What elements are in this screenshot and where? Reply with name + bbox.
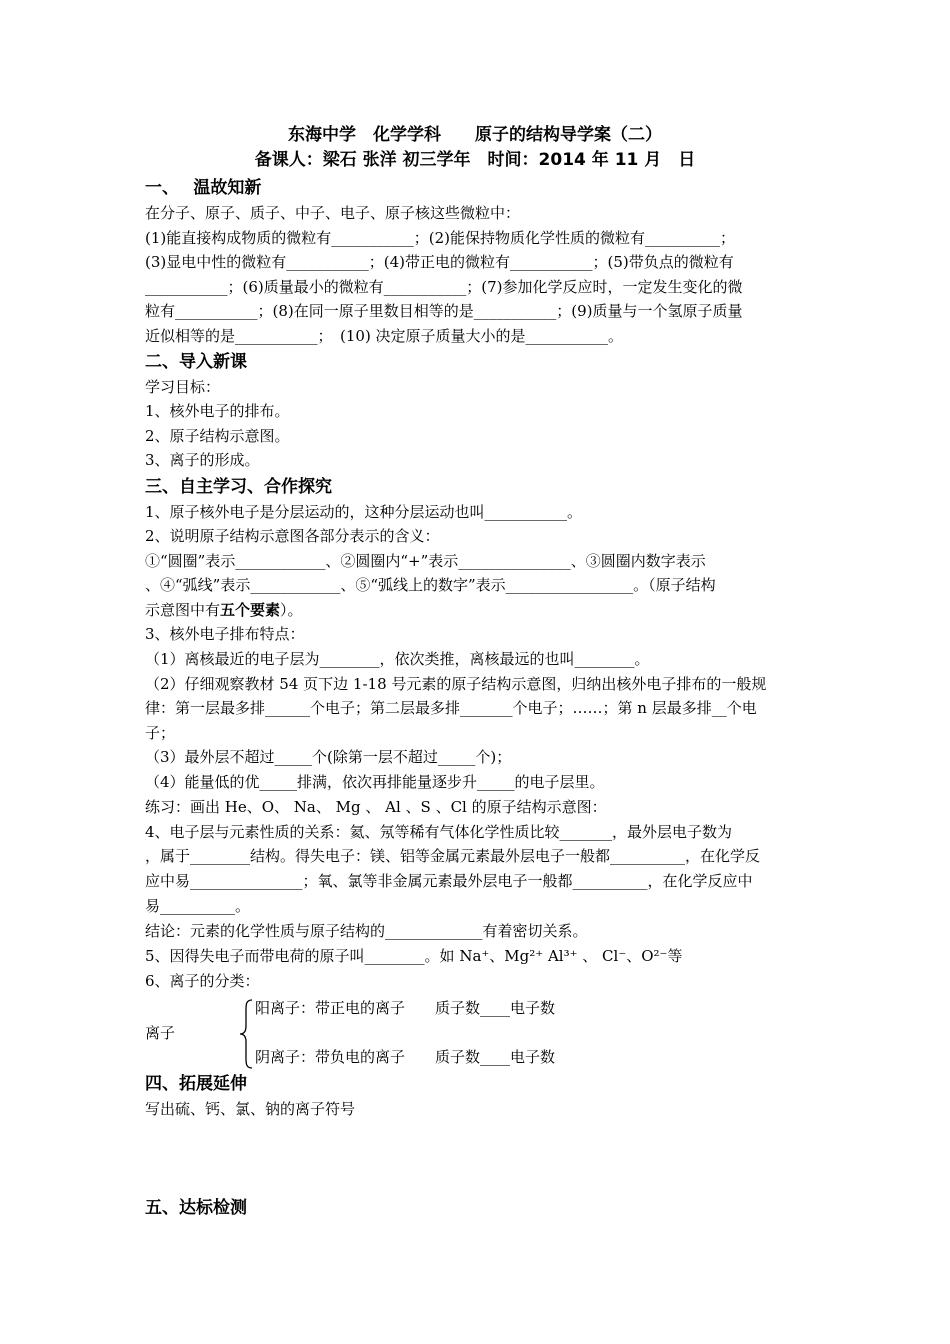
s3-line: 练习：画出 He、O、 Na、 Mg 、 Al 、S 、Cl 的原子结构示意图： bbox=[145, 798, 607, 816]
s2-line: 1、核外电子的排布。 bbox=[145, 402, 290, 420]
doc-subtitle: 备课人：梁石 张洋 初三学年 时间：2014 年 11 月 日 bbox=[254, 150, 696, 170]
s1-line: 粒有___________；(8)在同一原子里数目相等的是___________；(9)质量与一个氢原子质量 bbox=[145, 302, 743, 320]
s3-line: 结论：元素的化学性质与原子结构的_____________有着密切关系。 bbox=[145, 922, 588, 940]
s3-line: 2、说明原子结构示意图各部分表示的含义： bbox=[145, 527, 440, 545]
ion-label: 离子 bbox=[145, 1024, 176, 1042]
s3-line: ，属于________结构。得失电子：镁、铝等金属元素最外层电子一般都__________，在化学反 bbox=[145, 847, 761, 865]
s3-line: 、④“弧线”表示____________、⑤“弧线上的数字”表示_________________。（原子结构 bbox=[145, 576, 716, 594]
s1-line: 在分子、原子、质子、中子、电子、原子核这些微粒中： bbox=[145, 204, 521, 222]
doc-title: 东海中学 化学学科 原子的结构导学案（二） bbox=[288, 125, 662, 145]
s3-line: 5、因得失电子而带电荷的原子叫________。如 Na⁺、Mg²⁺ Al³⁺ 、 Cl⁻、O²⁻等 bbox=[145, 947, 683, 965]
s1-line: (3)显电中性的微粒有___________；(4)带正电的微粒有___________；(5)带负点的微粒有 bbox=[145, 253, 734, 271]
section5-heading: 五、达标检测 bbox=[145, 1198, 247, 1218]
section3-heading: 三、自主学习、合作探究 bbox=[145, 477, 332, 497]
s3-line: 3、核外电子排布特点： bbox=[145, 625, 305, 643]
s1-line: 近似相等的是___________； (10) 决定原子质量大小的是___________。 bbox=[145, 327, 624, 345]
cation-line: 阳离子：带正电的离子 质子数____电子数 bbox=[255, 999, 556, 1017]
anion-line: 阴离子：带负电的离子 质子数____电子数 bbox=[255, 1048, 556, 1066]
s1-line: ___________；(6)质量最小的微粒有___________；(7)参加化学反应时，一定发生变化的微 bbox=[145, 278, 743, 296]
s2-line: 3、离子的形成。 bbox=[145, 451, 260, 469]
s1-line: (1)能直接构成物质的微粒有___________；(2)能保持物质化学性质的微粒有__________； bbox=[145, 229, 735, 247]
s3-line: （3）最外层不超过_____个(除第一层不超过_____个)； bbox=[145, 748, 512, 766]
s4-line: 写出硫、钙、氯、钠的离子符号 bbox=[145, 1100, 356, 1118]
s3-line: 6、离子的分类： bbox=[145, 972, 260, 990]
section1-heading: 一、 温故知新 bbox=[145, 178, 262, 198]
s3-emphasis-line bbox=[145, 600, 815, 620]
s3-line: 律：第一层最多排______个电子；第二层最多排_______个电子；……；第 n 层最多排__个电 bbox=[145, 699, 757, 717]
s3-line: （1）离核最近的电子层为________，依次类推，离核最远的也叫________。 bbox=[145, 650, 650, 668]
s3-line: ①“圆圈”表示____________、②圆圈内“+”表示_______________、③圆圈内数字表示 bbox=[145, 552, 706, 570]
s3-line: 1、原子核外电子是分层运动的，这种分层运动也叫___________。 bbox=[145, 503, 583, 521]
s3-line: 应中易_______________；氧、氯等非金属元素最外层电子一般都__________，在化学反应中 bbox=[145, 872, 753, 890]
s3-emph: 五个要素 bbox=[220, 601, 281, 619]
s3-emph-post: ）。 bbox=[280, 601, 303, 619]
s3-line: 易__________。 bbox=[145, 897, 251, 915]
s2-line: 2、原子结构示意图。 bbox=[145, 427, 290, 445]
s3-line: 子； bbox=[145, 724, 176, 742]
s3-line: （2）仔细观察教材 54 页下边 1-18 号元素的原子结构示意图，归纳出核外电子排布的一般规 bbox=[145, 675, 767, 693]
s3-line: 4、电子层与元素性质的关系：氦、氖等稀有气体化学性质比较_______，最外层电子数为 bbox=[145, 823, 733, 841]
s2-line: 学习目标： bbox=[145, 378, 221, 396]
s3-emph-pre: 示意图中有 bbox=[145, 601, 221, 619]
s3-line: （4）能量低的优_____排满，依次再排能量逐步升_____的电子层里。 bbox=[145, 773, 605, 791]
curly-brace-icon bbox=[238, 998, 254, 1070]
section2-heading: 二、导入新课 bbox=[145, 352, 247, 372]
section4-heading: 四、拓展延伸 bbox=[145, 1074, 247, 1094]
